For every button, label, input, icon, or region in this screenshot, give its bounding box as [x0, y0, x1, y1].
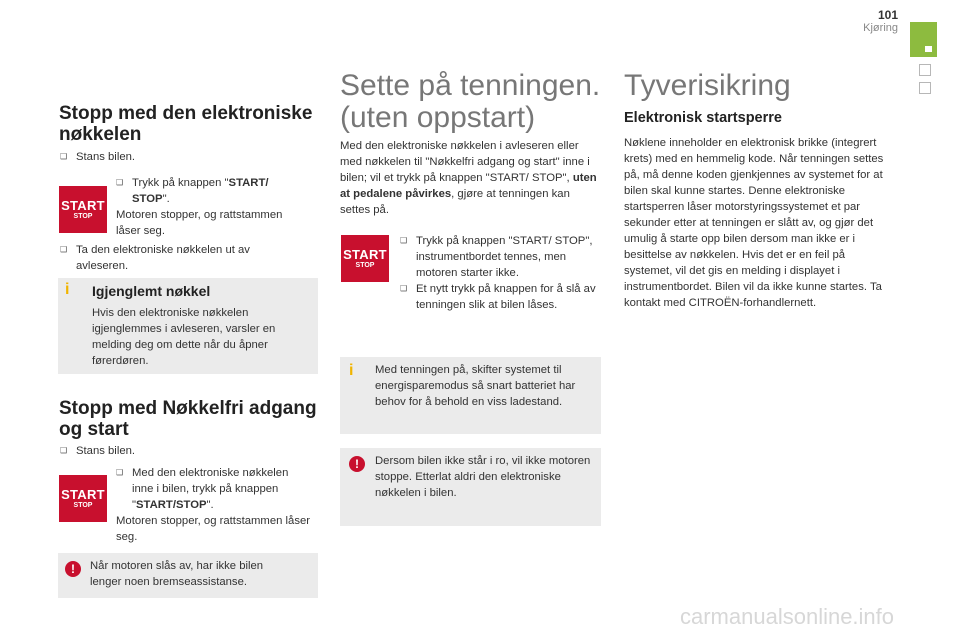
chapter-tab	[910, 22, 937, 57]
result-text: Motoren stopper, og rattstammen låser seg.	[116, 515, 311, 543]
chapter-square-icon	[919, 82, 931, 94]
ballot-box-icon: ❑	[116, 468, 124, 477]
start-stop-button-icon: START STOP	[59, 186, 107, 233]
heading-ignition-on: Sette på tenningen. (uten oppstart)	[340, 69, 601, 134]
intro-text: Med den elektroniske nøkkelen i avleseren eller med nøkkelen til "Nøkkelfri adgang og start" inne i bilen; vil et trykk på knappen "START/ STOP", uten at pedalene påvirkes, gjøre at tenningen kan settes på.	[340, 140, 597, 216]
warning-icon: !	[349, 456, 365, 472]
chapter-marker-icon	[925, 46, 932, 52]
info-box-title: Igjenglemt nøkkel	[92, 283, 211, 299]
section-title: Kjøring	[863, 22, 898, 34]
list-item: ❑ Stans bilen.	[60, 151, 136, 163]
heading-stop-electronic-key: Stopp med den elektroniske nøkkelen	[59, 103, 313, 145]
page-number: 101	[877, 8, 898, 22]
info-box-text: Med tenningen på, skifter systemet til energisparemodus så snart batteriet har behov for å behold en viss ladestand.	[375, 364, 576, 408]
step-list	[400, 233, 605, 313]
info-icon: i	[65, 281, 70, 298]
info-box-text: Hvis den elektroniske nøkkelen igjenglemmes i avleseren, varsler en melding deg om dette når du åpner førerdøren.	[92, 307, 276, 367]
ballot-box-icon: ❑	[400, 284, 408, 293]
ballot-box-icon: ❑	[60, 245, 68, 254]
list-item: ❑ Trykk på knappen "START/ STOP", instrumentbordet tennes, men motoren starter ikke.	[400, 235, 593, 279]
result-text: Motoren stopper, og rattstammen låser seg.	[116, 209, 283, 237]
warning-box-brake-assist	[58, 553, 318, 598]
warning-icon: !	[65, 561, 81, 577]
info-box-forgotten-key	[58, 278, 318, 374]
ballot-box-icon: ❑	[60, 152, 68, 161]
ballot-box-icon: ❑	[60, 446, 68, 455]
list-item: ❑ Med den elektroniske nøkkelen inne i bilen, trykk på knappen "START/STOP". Motoren stopper, og rattstammen låser seg.	[116, 467, 311, 543]
list-item: ❑ Ta den elektroniske nøkkelen ut av avleseren.	[60, 244, 250, 272]
heading-anti-theft: Tyverisikring	[624, 69, 791, 102]
start-stop-button-icon: START STOP	[59, 475, 107, 522]
start-stop-button-icon: START STOP	[341, 235, 389, 282]
ballot-box-icon: ❑	[116, 178, 124, 187]
watermark: carmanualsonline.info	[680, 604, 895, 629]
list-item: ❑ Trykk på knappen "START/ STOP". Motoren stopper, og rattstammen låser seg.	[116, 175, 306, 239]
chapter-square-icon	[919, 64, 931, 76]
list-item: ❑ Stans bilen.	[60, 445, 136, 457]
subheading-immobiliser: Elektronisk startsperre	[624, 110, 782, 126]
info-icon: i	[349, 362, 354, 379]
info-box-energy-saving	[340, 357, 601, 434]
immobiliser-text: Nøklene inneholder en elektronisk brikke (integrert krets) med en hemmelig kode. Når tenningen settes på, må denne koden gjenkjennes av systemet for at bilen skal kunne startes. Denne elektroniske startsperren låser motorstyringssystemet et par sekunder etter at tenningen er slått av, og gjør det umulig å starte opp bilen dersom man ikke er i besittelse av nøkkelen. Hvis det er en feil på systemet, vil det gis en melding i displayet i instrumentbordet. Bilen vil da ikke kunne startes. Ta kontakt med CITROËN-forhandlernett.	[624, 137, 884, 309]
ballot-box-icon: ❑	[400, 236, 408, 245]
warning-box-text: Dersom bilen ikke står i ro, vil ikke motoren stoppe. Etterlat aldri den elektroniske nøkkelen i bilen.	[375, 455, 591, 499]
list-item: ❑ Et nytt trykk på knappen for å slå av tenningen slik at bilen låses.	[400, 283, 596, 311]
page-header	[863, 8, 898, 34]
warning-box-key-left	[340, 448, 601, 526]
heading-stop-keyless: Stopp med Nøkkelfri adgang og start	[59, 398, 317, 440]
warning-box-text: Når motoren slås av, har ikke bilen lenger noen bremseassistanse.	[90, 560, 264, 588]
